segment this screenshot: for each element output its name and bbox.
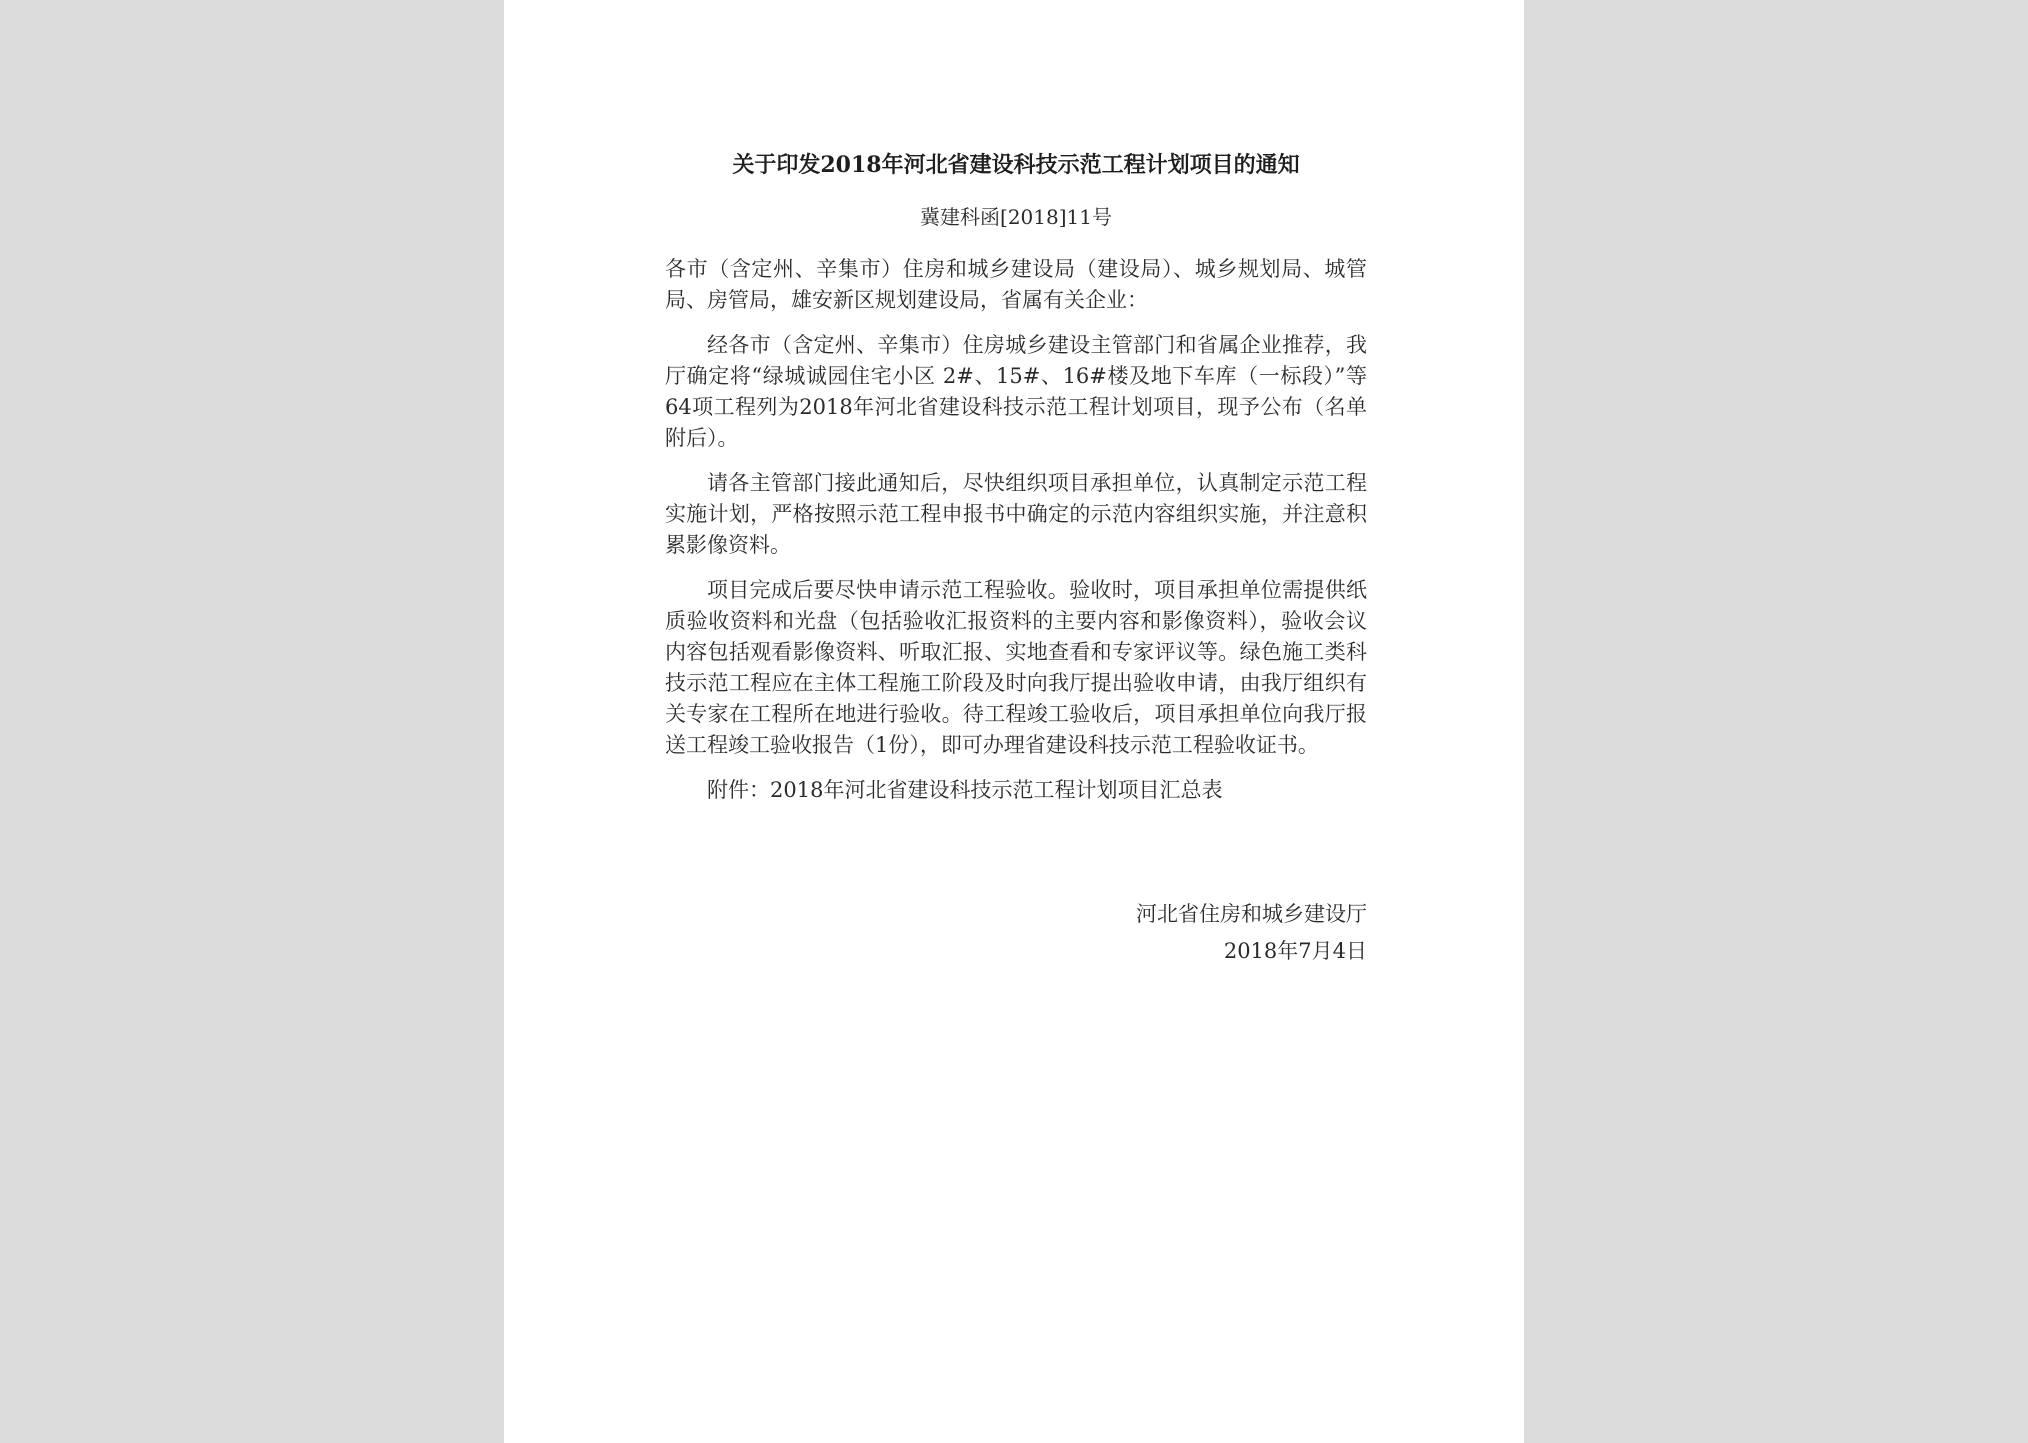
salutation: 各市（含定州、辛集市）住房和城乡建设局（建设局）、城乡规划局、城管局、房管局，雄安新区规划建设局，省属有关企业： bbox=[665, 257, 1367, 312]
document-body bbox=[665, 148, 1367, 970]
document-number: 冀建科函[2018]11号 bbox=[920, 205, 1112, 229]
paragraph-3: 项目完成后要尽快申请示范工程验收。验收时，项目承担单位需提供纸质验收资料和光盘（包括验收汇报资料的主要内容和影像资料），验收会议内容包括观看影像资料、听取汇报、实地查看和专家评议等。绿色施工类科技示范工程应在主体工程施工阶段及时向我厅提出验收申请，由我厅组织有关专家在工程所在地进行验收。待工程竣工验收后，项目承担单位向我厅报送工程竣工验收报告（1份），即可办理省建设科技示范工程验收证书。 bbox=[665, 578, 1367, 757]
paragraph-2: 请各主管部门接此通知后，尽快组织项目承担单位，认真制定示范工程实施计划，严格按照示范工程申报书中确定的示范内容组织实施，并注意积累影像资料。 bbox=[665, 471, 1367, 557]
issue-date: 2018年7月4日 bbox=[1223, 939, 1367, 963]
document-title: 关于印发2018年河北省建设科技示范工程计划项目的通知 bbox=[732, 152, 1300, 178]
signoff-block bbox=[665, 896, 1367, 970]
issuer: 河北省住房和城乡建设厅 bbox=[1136, 902, 1367, 926]
document-page bbox=[504, 0, 1524, 1443]
attachment-line: 附件：2018年河北省建设科技示范工程计划项目汇总表 bbox=[707, 778, 1223, 802]
paragraph-1: 经各市（含定州、辛集市）住房城乡建设主管部门和省属企业推荐，我厅确定将“绿城诚园住宅小区 2#、15#、16#楼及地下车库（一标段）”等64项工程列为2018年河北省建设科技示范工程计划项目，现予公布（名单附后）。 bbox=[665, 333, 1367, 450]
